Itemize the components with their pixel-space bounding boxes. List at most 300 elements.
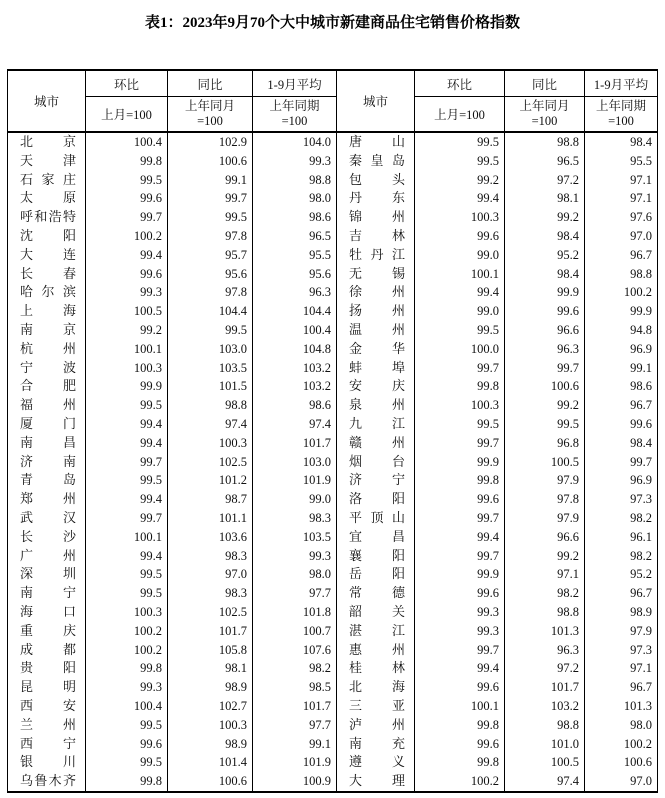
city-cell: 天津: [8, 152, 86, 171]
value-cell: 98.8: [505, 603, 585, 622]
table-row: [8, 678, 658, 697]
value-cell: 99.9: [505, 283, 585, 302]
value-cell: 99.3: [415, 603, 505, 622]
value-cell: 98.0: [253, 565, 337, 584]
header-avg-base-line2: =100: [281, 114, 308, 128]
value-cell: 99.5: [86, 171, 168, 190]
table-row: [8, 302, 658, 321]
value-cell: 97.4: [253, 415, 337, 434]
value-cell: 100.1: [86, 528, 168, 547]
value-cell: 98.5: [253, 678, 337, 697]
city-cell: 北京: [8, 132, 86, 152]
value-cell: 96.7: [585, 396, 658, 415]
value-cell: 100.3: [415, 396, 505, 415]
value-cell: 101.1: [168, 509, 253, 528]
value-cell: 100.3: [86, 359, 168, 378]
value-cell: 98.3: [168, 584, 253, 603]
header-avg-right: 1-9月平均: [585, 70, 658, 97]
value-cell: 99.0: [415, 246, 505, 265]
value-cell: 96.3: [505, 340, 585, 359]
city-cell: 长春: [8, 265, 86, 284]
header-avg-base-line2: =100: [608, 114, 634, 128]
table-row: [8, 509, 658, 528]
value-cell: 99.5: [86, 471, 168, 490]
value-cell: 99.9: [86, 377, 168, 396]
value-cell: 105.8: [168, 641, 253, 660]
value-cell: 100.1: [415, 265, 505, 284]
value-cell: 101.5: [168, 377, 253, 396]
value-cell: 98.1: [168, 659, 253, 678]
value-cell: 98.0: [253, 189, 337, 208]
value-cell: 103.0: [168, 340, 253, 359]
value-cell: 96.7: [585, 246, 658, 265]
value-cell: 98.8: [505, 716, 585, 735]
page-title: 表1：2023年9月70个大中城市新建商品住宅销售价格指数: [144, 15, 520, 31]
value-cell: 103.5: [168, 359, 253, 378]
value-cell: 96.5: [253, 227, 337, 246]
city-cell: 吉林: [337, 227, 415, 246]
table-row: [8, 189, 658, 208]
value-cell: 97.6: [585, 208, 658, 227]
value-cell: 98.2: [253, 659, 337, 678]
value-cell: 99.6: [86, 735, 168, 754]
value-cell: 99.6: [86, 189, 168, 208]
city-cell: 金华: [337, 340, 415, 359]
value-cell: 100.3: [415, 208, 505, 227]
value-cell: 99.7: [415, 509, 505, 528]
value-cell: 96.6: [505, 528, 585, 547]
header-mom-base-left: 上月=100: [86, 97, 168, 133]
value-cell: 98.4: [585, 132, 658, 152]
value-cell: 99.8: [415, 753, 505, 772]
value-cell: 97.4: [168, 415, 253, 434]
value-cell: 99.9: [415, 453, 505, 472]
value-cell: 101.7: [168, 622, 253, 641]
city-cell: 乌鲁木齐: [8, 772, 86, 792]
value-cell: 100.1: [415, 697, 505, 716]
city-cell: 襄阳: [337, 547, 415, 566]
value-cell: 97.1: [585, 171, 658, 190]
value-cell: 100.6: [168, 152, 253, 171]
table-row: [8, 471, 658, 490]
value-cell: 97.1: [585, 189, 658, 208]
city-cell: 秦皇岛: [337, 152, 415, 171]
header-yoy-base-line2: =100: [197, 114, 223, 128]
value-cell: 100.9: [253, 772, 337, 792]
value-cell: 98.4: [505, 265, 585, 284]
value-cell: 100.2: [585, 735, 658, 754]
city-cell: 青岛: [8, 471, 86, 490]
value-cell: 94.8: [585, 321, 658, 340]
value-cell: 99.8: [415, 377, 505, 396]
value-cell: 99.5: [86, 716, 168, 735]
city-cell: 牡丹江: [337, 246, 415, 265]
value-cell: 100.0: [415, 340, 505, 359]
value-cell: 99.5: [415, 321, 505, 340]
value-cell: 100.1: [86, 340, 168, 359]
value-cell: 99.9: [415, 565, 505, 584]
table-row: [8, 152, 658, 171]
table-row: [8, 359, 658, 378]
city-cell: 郑州: [8, 490, 86, 509]
city-cell: 成都: [8, 641, 86, 660]
value-cell: 104.4: [168, 302, 253, 321]
value-cell: 99.5: [505, 415, 585, 434]
value-cell: 99.0: [253, 490, 337, 509]
value-cell: 96.3: [253, 283, 337, 302]
city-cell: 无锡: [337, 265, 415, 284]
value-cell: 99.2: [86, 321, 168, 340]
value-cell: 99.8: [86, 772, 168, 792]
value-cell: 101.4: [168, 753, 253, 772]
value-cell: 99.4: [415, 659, 505, 678]
value-cell: 101.0: [505, 735, 585, 754]
header-city-right: 城市: [337, 70, 415, 132]
value-cell: 97.4: [505, 772, 585, 792]
value-cell: 99.4: [415, 189, 505, 208]
city-cell: 大连: [8, 246, 86, 265]
table-row: [8, 490, 658, 509]
value-cell: 97.3: [585, 490, 658, 509]
value-cell: 99.3: [86, 283, 168, 302]
value-cell: 99.4: [415, 528, 505, 547]
table-row: [8, 171, 658, 190]
value-cell: 98.8: [585, 265, 658, 284]
city-cell: 南充: [337, 735, 415, 754]
value-cell: 100.2: [86, 622, 168, 641]
city-cell: 海口: [8, 603, 86, 622]
city-cell: 徐州: [337, 283, 415, 302]
value-cell: 95.7: [168, 246, 253, 265]
price-index-table: [7, 69, 658, 793]
value-cell: 99.2: [505, 547, 585, 566]
table-row: [8, 396, 658, 415]
value-cell: 107.6: [253, 641, 337, 660]
value-cell: 100.6: [505, 377, 585, 396]
table-row: [8, 528, 658, 547]
value-cell: 98.6: [253, 208, 337, 227]
value-cell: 99.6: [585, 415, 658, 434]
city-cell: 济南: [8, 453, 86, 472]
city-cell: 济宁: [337, 471, 415, 490]
header-city-left: 城市: [8, 70, 86, 132]
value-cell: 99.6: [415, 678, 505, 697]
table-row: [8, 565, 658, 584]
table-row: [8, 208, 658, 227]
table-row: [8, 772, 658, 792]
value-cell: 96.5: [505, 152, 585, 171]
city-cell: 杭州: [8, 340, 86, 359]
value-cell: 99.0: [415, 302, 505, 321]
value-cell: 98.8: [505, 132, 585, 152]
value-cell: 99.7: [86, 208, 168, 227]
value-cell: 97.8: [505, 490, 585, 509]
city-cell: 唐山: [337, 132, 415, 152]
value-cell: 96.9: [585, 340, 658, 359]
value-cell: 99.3: [253, 152, 337, 171]
value-cell: 99.5: [415, 415, 505, 434]
city-cell: 上海: [8, 302, 86, 321]
value-cell: 97.8: [168, 283, 253, 302]
value-cell: 96.6: [505, 321, 585, 340]
value-cell: 99.6: [415, 584, 505, 603]
value-cell: 96.3: [505, 641, 585, 660]
value-cell: 98.8: [168, 396, 253, 415]
value-cell: 97.2: [505, 171, 585, 190]
city-cell: 丹东: [337, 189, 415, 208]
city-cell: 韶关: [337, 603, 415, 622]
value-cell: 101.8: [253, 603, 337, 622]
value-cell: 101.7: [505, 678, 585, 697]
city-cell: 锦州: [337, 208, 415, 227]
city-cell: 三亚: [337, 697, 415, 716]
value-cell: 99.5: [86, 396, 168, 415]
header-yoy-base-line2: =100: [531, 114, 558, 128]
value-cell: 99.4: [415, 283, 505, 302]
value-cell: 101.2: [168, 471, 253, 490]
value-cell: 99.5: [415, 132, 505, 152]
value-cell: 100.5: [505, 753, 585, 772]
value-cell: 99.8: [86, 152, 168, 171]
city-cell: 平顶山: [337, 509, 415, 528]
value-cell: 99.1: [168, 171, 253, 190]
value-cell: 100.3: [168, 716, 253, 735]
value-cell: 95.2: [505, 246, 585, 265]
value-cell: 95.5: [253, 246, 337, 265]
value-cell: 98.3: [253, 509, 337, 528]
value-cell: 96.1: [585, 528, 658, 547]
value-cell: 100.4: [86, 697, 168, 716]
table-header: [8, 70, 658, 132]
city-cell: 洛阳: [337, 490, 415, 509]
city-cell: 合肥: [8, 377, 86, 396]
value-cell: 99.7: [415, 547, 505, 566]
header-avg-base-line1: 上年同期: [269, 99, 320, 113]
city-cell: 扬州: [337, 302, 415, 321]
table-row: [8, 265, 658, 284]
value-cell: 98.7: [168, 490, 253, 509]
value-cell: 98.6: [253, 396, 337, 415]
table-row: [8, 340, 658, 359]
table-row: [8, 246, 658, 265]
value-cell: 99.4: [86, 490, 168, 509]
value-cell: 95.6: [168, 265, 253, 284]
value-cell: 99.5: [168, 208, 253, 227]
city-cell: 宁波: [8, 359, 86, 378]
value-cell: 100.2: [86, 641, 168, 660]
value-cell: 99.2: [505, 396, 585, 415]
value-cell: 98.2: [585, 509, 658, 528]
table-row: [8, 641, 658, 660]
value-cell: 99.7: [168, 189, 253, 208]
value-cell: 100.7: [253, 622, 337, 641]
value-cell: 100.6: [585, 753, 658, 772]
value-cell: 102.9: [168, 132, 253, 152]
city-cell: 银川: [8, 753, 86, 772]
value-cell: 102.5: [168, 603, 253, 622]
header-avg-base-left: [253, 97, 337, 133]
value-cell: 100.2: [415, 772, 505, 792]
city-cell: 安庆: [337, 377, 415, 396]
value-cell: 98.2: [585, 547, 658, 566]
city-cell: 昆明: [8, 678, 86, 697]
value-cell: 99.5: [86, 565, 168, 584]
city-cell: 赣州: [337, 434, 415, 453]
value-cell: 99.1: [253, 735, 337, 754]
value-cell: 102.5: [168, 453, 253, 472]
city-cell: 湛江: [337, 622, 415, 641]
value-cell: 97.9: [505, 509, 585, 528]
city-cell: 哈尔滨: [8, 283, 86, 302]
value-cell: 97.1: [585, 659, 658, 678]
header-mom-right: 环比: [415, 70, 505, 97]
table-row: [8, 603, 658, 622]
value-cell: 98.4: [585, 434, 658, 453]
value-cell: 99.6: [415, 735, 505, 754]
city-cell: 南京: [8, 321, 86, 340]
value-cell: 99.5: [86, 753, 168, 772]
header-yoy-base-line1: 上年同月: [184, 99, 235, 113]
value-cell: 97.1: [505, 565, 585, 584]
city-cell: 岳阳: [337, 565, 415, 584]
value-cell: 99.4: [86, 547, 168, 566]
city-cell: 温州: [337, 321, 415, 340]
value-cell: 98.1: [505, 189, 585, 208]
value-cell: 104.4: [253, 302, 337, 321]
city-cell: 石家庄: [8, 171, 86, 190]
city-cell: 惠州: [337, 641, 415, 660]
value-cell: 103.2: [505, 697, 585, 716]
value-cell: 98.3: [168, 547, 253, 566]
value-cell: 98.4: [505, 227, 585, 246]
value-cell: 97.7: [253, 716, 337, 735]
value-cell: 104.8: [253, 340, 337, 359]
value-cell: 99.5: [168, 321, 253, 340]
city-cell: 福州: [8, 396, 86, 415]
table-row: [8, 227, 658, 246]
value-cell: 99.2: [415, 171, 505, 190]
value-cell: 101.3: [505, 622, 585, 641]
value-cell: 99.4: [86, 415, 168, 434]
city-cell: 泸州: [337, 716, 415, 735]
table-row: [8, 735, 658, 754]
value-cell: 97.0: [168, 565, 253, 584]
value-cell: 98.0: [585, 716, 658, 735]
value-cell: 98.6: [585, 377, 658, 396]
value-cell: 97.8: [168, 227, 253, 246]
value-cell: 101.7: [253, 697, 337, 716]
city-cell: 宜昌: [337, 528, 415, 547]
value-cell: 99.7: [505, 359, 585, 378]
value-cell: 97.2: [505, 659, 585, 678]
city-cell: 南宁: [8, 584, 86, 603]
value-cell: 101.9: [253, 471, 337, 490]
city-cell: 兰州: [8, 716, 86, 735]
value-cell: 100.2: [585, 283, 658, 302]
city-cell: 大理: [337, 772, 415, 792]
value-cell: 99.9: [585, 302, 658, 321]
value-cell: 99.3: [86, 678, 168, 697]
value-cell: 98.2: [505, 584, 585, 603]
table-row: [8, 659, 658, 678]
header-yoy-base-left: [168, 97, 253, 133]
value-cell: 96.7: [585, 678, 658, 697]
value-cell: 97.7: [253, 584, 337, 603]
value-cell: 99.6: [86, 265, 168, 284]
value-cell: 98.9: [585, 603, 658, 622]
header-yoy-right: 同比: [505, 70, 585, 97]
value-cell: 100.3: [168, 434, 253, 453]
value-cell: 99.5: [86, 584, 168, 603]
value-cell: 104.0: [253, 132, 337, 152]
city-cell: 贵阳: [8, 659, 86, 678]
value-cell: 99.6: [505, 302, 585, 321]
value-cell: 99.3: [415, 622, 505, 641]
city-cell: 常德: [337, 584, 415, 603]
header-yoy-base-right: [505, 97, 585, 133]
city-cell: 呼和浩特: [8, 208, 86, 227]
value-cell: 95.2: [585, 565, 658, 584]
value-cell: 99.6: [415, 490, 505, 509]
table-row: [8, 434, 658, 453]
city-cell: 太原: [8, 189, 86, 208]
city-cell: 西宁: [8, 735, 86, 754]
city-cell: 武汉: [8, 509, 86, 528]
value-cell: 98.8: [253, 171, 337, 190]
value-cell: 99.7: [86, 453, 168, 472]
city-cell: 遵义: [337, 753, 415, 772]
value-cell: 100.5: [505, 453, 585, 472]
table-row: [8, 753, 658, 772]
value-cell: 103.5: [253, 528, 337, 547]
value-cell: 103.6: [168, 528, 253, 547]
value-cell: 95.5: [585, 152, 658, 171]
value-cell: 97.0: [585, 227, 658, 246]
city-cell: 广州: [8, 547, 86, 566]
value-cell: 99.7: [86, 509, 168, 528]
city-cell: 南昌: [8, 434, 86, 453]
header-yoy-base-line1: 上年同月: [519, 99, 570, 113]
table-row: [8, 453, 658, 472]
value-cell: 98.9: [168, 678, 253, 697]
value-cell: 103.2: [253, 377, 337, 396]
city-cell: 沈阳: [8, 227, 86, 246]
table-body: [8, 132, 658, 792]
city-cell: 蚌埠: [337, 359, 415, 378]
value-cell: 97.3: [585, 641, 658, 660]
header-avg-base-line1: 上年同期: [595, 99, 646, 113]
value-cell: 96.8: [505, 434, 585, 453]
value-cell: 97.0: [585, 772, 658, 792]
city-cell: 泉州: [337, 396, 415, 415]
value-cell: 95.6: [253, 265, 337, 284]
city-cell: 重庆: [8, 622, 86, 641]
value-cell: 98.9: [168, 735, 253, 754]
value-cell: 99.7: [415, 359, 505, 378]
value-cell: 99.4: [86, 434, 168, 453]
value-cell: 102.7: [168, 697, 253, 716]
city-cell: 烟台: [337, 453, 415, 472]
table-row: [8, 283, 658, 302]
city-cell: 厦门: [8, 415, 86, 434]
value-cell: 97.9: [585, 622, 658, 641]
table-row: [8, 132, 658, 152]
value-cell: 101.9: [253, 753, 337, 772]
value-cell: 99.8: [86, 659, 168, 678]
city-cell: 包头: [337, 171, 415, 190]
value-cell: 99.1: [585, 359, 658, 378]
header-mom-base-right: 上月=100: [415, 97, 505, 133]
